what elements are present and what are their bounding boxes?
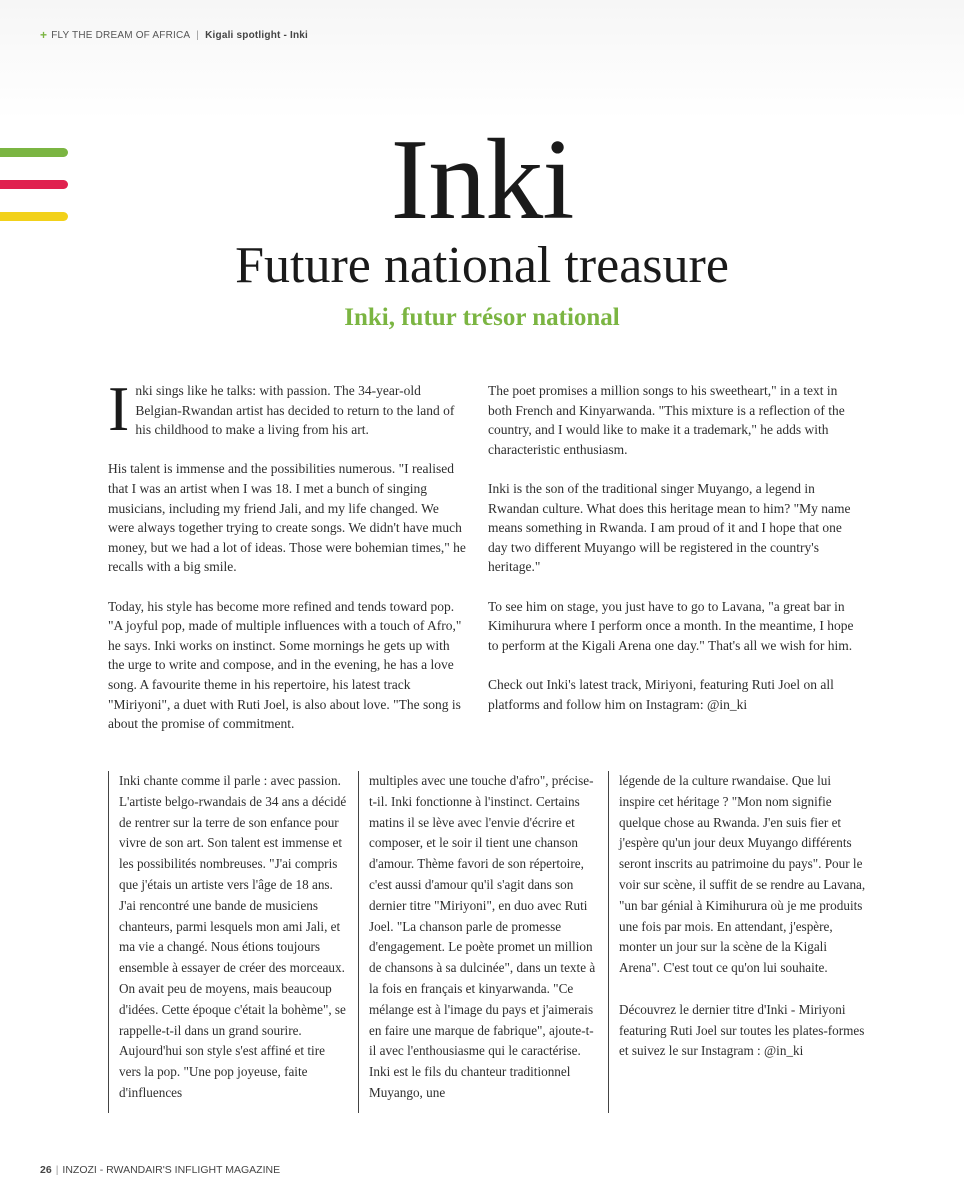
header-section: FLY THE DREAM OF AFRICA [51,29,191,41]
running-header [40,28,308,42]
english-paragraph: To see him on stage, you just have to go to Lavana, "a great bar in Kimihurura where I perform once a month. In the meantime, I hope to perform at the Kigali Arena one day." That's all we wish for him. [488,598,854,653]
article-title: Inki [390,116,574,244]
french-column-1 [108,771,349,1113]
english-column-1 [108,373,466,753]
french-paragraph: légende de la culture rwandaise. Que lui inspire cet héritage ? "Mon nom signifie quelque chose au Rwanda. J'en suis fier et j'espère qu'un jour deux Muyango différents seront inscrits au patrimoine du pays". Pour le voir sur scène, il suffit de se rendre au Lavana, "un bar génial à Kimihurura où je me produits une fois par mois. En attendant, j'espère, monter un jour sur la scène de la Kigali Arena". C'est tout ce qu'on lui souhaite. [619,773,866,976]
header-spotlight: Kigali spotlight - Inki [205,29,309,41]
drop-cap: I [108,373,130,444]
article-subtitle: Future national treasure [235,237,729,294]
english-paragraph: The poet promises a million songs to his sweetheart," in a text in both French and Kinyarwanda. "This mixture is a reflection of the country, and I would like to make it a trademark," he adds with characteristic enthusiasm. [488,383,845,457]
english-paragraph: Inki is the son of the traditional singer Muyango, a legend in Rwandan culture. What does this heritage mean to him? "My name means something in Rwanda. I am proud of it and I hope that one day two different Muyango will be registered in the country's heritage." [488,480,851,575]
french-paragraph: Découvrez le dernier titre d'Inki - Miriyoni featuring Ruti Joel sur toutes les plates-formes et suivez le sur Instagram : @in_ki [619,1001,865,1059]
footer-separator: | [55,1164,59,1176]
english-paragraph: Check out Inki's latest track, Miriyoni, featuring Ruti Joel on all platforms and follow him on Instagram: @in_ki [488,676,834,712]
french-column-2 [358,771,599,1113]
english-column-2 [488,381,858,734]
french-paragraph: Inki chante comme il parle : avec passion. L'artiste belgo-rwandais de 34 ans a décidé de rentrer sur la terre de son enfance pour vivre de son art. Son talent est immense et les possibilités nombreuses. "J'ai compris que j'étais un artiste vers l'âge de 18 ans. J'ai rencontré une bande de musiciens chanteurs, parmi lesquels mon ami Jali, et ma vie a changé. Nous étions toujours ensemble à essayer de créer des morceaux. On avait peu de moyens, mais beaucoup d'idées. Cette époque c'était la bohème", se rappelle-t-il dans un grand sourire. Aujourd'hui son style s'est affiné et tire vers la pop. "Une pop joyeuse, faite d'influences [119,773,347,1100]
page-footer [40,1164,280,1176]
plus-icon: + [40,28,48,42]
english-paragraph: Inki sings like he talks: with passion. The 34-year-old Belgian-Rwandan artist has decided to return to the land of his childhood to make a living from his art. [108,373,455,444]
french-subtitle: Inki, futur trésor national [344,304,620,331]
english-paragraph: His talent is immense and the possibilities numerous. "I realised that I was an artist when I was 18. I met a bunch of singing musicians, including my friend Jali, and my life changed. We were always together trying to create songs. We didn't have much money, but we had a lot of ideas. Those were bohemian times," he recalls with a big smile. [108,461,466,575]
english-paragraph: Today, his style has become more refined and tends toward pop. "A joyful pop, made of multiple influences with a touch of Afro," he says. Inki works on instinct. Some mornings he gets up with the urge to write and compose, and in the evening, he has a love song. A favourite theme in his repertoire, his latest track "Miriyoni", a duet with Ruti Joel, is also about love. "The song is about the promise of commitment. [108,598,462,732]
page-number: 26 [40,1164,52,1176]
magazine-name: INZOZI - RWANDAIR'S INFLIGHT MAGAZINE [62,1164,281,1176]
french-column-3 [608,771,867,1113]
header-separator: | [196,29,200,41]
french-paragraph: multiples avec une touche d'afro", précise-t-il. Inki fonctionne à l'instinct. Certains matins il se lève avec l'envie d'écrire et composer, et le soir il tient une chanson d'amour. Thème favori de son répertoire, c'est aussi d'amour qu'il s'agit dans son dernier titre "Miriyoni", en duo avec Ruti Joel. "La chanson parle de promesse d'engagement. Le poète promet un million de chansons à sa dulcinée", dans un texte à la fois en français et kinyarwanda. "Ce mélange est à l'image du pays et j'aimerais en faire une marque de fabrique", ajoute-t-il avec l'enthousiasme qui le caractérise. Inki est le fils du chanteur traditionnel Muyango, une [369,773,596,1100]
